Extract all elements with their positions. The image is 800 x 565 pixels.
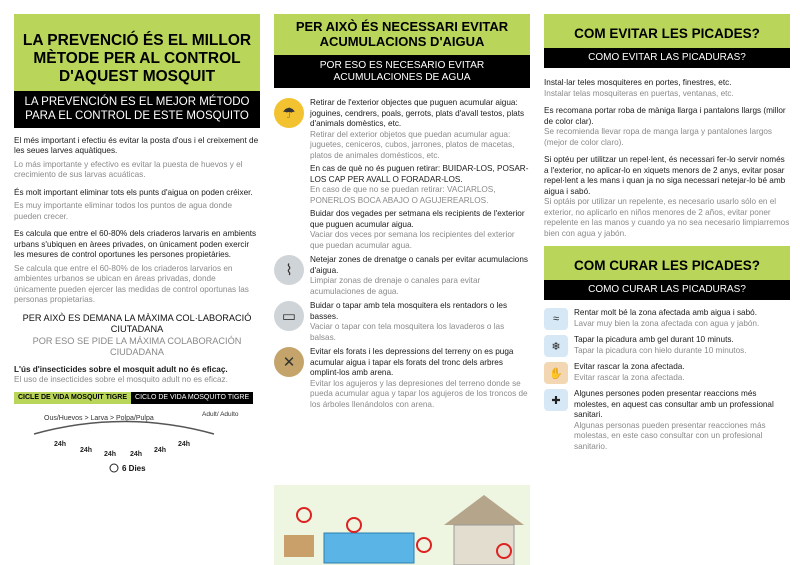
tip-ca: En cas de què no és puguen retirar: BUIDAR-LOS, POSAR-LOS CAP PER AVALL O FORADAR-LOS. [310, 164, 529, 184]
bites-column [536, 0, 800, 565]
lifecycle-hours: 24h [54, 440, 67, 448]
tip-es: Vaciar dos veces por semana los recipientes del exterior que puedan acumular agua. [310, 230, 515, 250]
doghouse-shape [284, 535, 314, 557]
insecticide-note-es: El uso de insecticides sobre el mosquito adult no es eficaz. [14, 375, 228, 385]
cure-ca: Tapar la picadura amb gel durant 10 minuts. [574, 335, 734, 345]
collaboration-callout [14, 313, 260, 359]
paragraph-es: Es muy importante eliminar todos los puntos de agua donde pueden crecer. [14, 201, 233, 221]
avoid-bites-subtitle: COMO EVITAR LAS PICADURAS? [544, 48, 790, 69]
prevention-paragraph [14, 136, 260, 181]
prevention-paragraph [14, 229, 260, 306]
clock-icon [110, 464, 118, 472]
prevention-column [0, 0, 268, 565]
garden-illustration [274, 485, 530, 565]
tip-ca: Retirar de l'exterior objectes que puguen acumular aigua: joguines, cendrers, poals, gerrots, plats d'avall testos, plats d'animals domèstics, etc. [310, 98, 525, 129]
basin-icon: ▭ [274, 301, 304, 331]
lifecycle-days: 6 Dies [122, 463, 146, 473]
prevention-subtitle: LA PREVENCIÓN ES EL MEJOR MÉTODO PARA EL CONTROL DE ESTE MOSQUITO [14, 91, 260, 127]
cure-es: Lavar muy bien la zona afectada con agua y jabón. [574, 318, 760, 328]
tip-item [274, 347, 530, 410]
paragraph-ca: Es calcula que entre el 60-80% dels criaderos larvaris en ambients urbans s'ubiquen en àrees privades, on únicament poden exercir les mesures de control oportunes les persones propietàries. [14, 229, 257, 260]
doctor-icon: ✚ [544, 389, 568, 411]
ice-icon: ❄ [544, 335, 568, 357]
lifecycle-hours: 24h [154, 446, 167, 454]
tip-ca: Buidar dos vegades per setmana els recipients de l'exterior que puguen acumular aigua. [310, 209, 525, 229]
paragraph-es: Se calcula que entre el 60-80% de los criaderos larvarios en ambientes urbanos se ubican en áreas privadas, donde únicamente pueden ejercer las medidas de control oportunas las personas propietarias. [14, 263, 249, 305]
cure-item [544, 362, 790, 384]
tip-es: Evitar los agujeros y las depresiones del terreno donde se pueda acumular agua y tapar los agujeros de los troncos de los árboles llenándolos con arena. [310, 378, 528, 409]
drain-icon: ⌇ [274, 255, 304, 285]
prevention-paragraph [14, 188, 260, 223]
lifecycle-label-es: CICLO DE VIDA MOSQUITO TIGRE [131, 392, 253, 404]
lifecycle-header [14, 392, 260, 404]
avoid-water-title: PER AIXÒ ÉS NECESSARI EVITAR ACUMULACIONS D'AIGUA [274, 14, 530, 55]
prevention-title: LA PREVENCIÓ ÉS EL MILLOR MÈTODE PER AL CONTROL D'AQUEST MOSQUIT [14, 14, 260, 91]
lifecycle-hours: 24h [104, 450, 117, 458]
cure-bites-subtitle: COMO CURAR LAS PICADURAS? [544, 280, 790, 301]
cure-item [544, 308, 790, 330]
bites-paragraph [544, 78, 790, 99]
lifecycle-stages: Ous/Huevos > Larva > Polpa/Pulpa [44, 414, 154, 422]
tip-item [274, 255, 530, 297]
cure-item [544, 389, 790, 452]
tip-ca: Evitar els forats i les depressions del terreny on es puga acumular aigua i tapar els forats del tronc dels arbres omplint-los amb arena. [310, 347, 514, 378]
lifecycle-label-ca: CICLE DE VIDA MOSQUIT TIGRE [14, 392, 131, 404]
cure-item [544, 335, 790, 357]
cure-bites-title: COM CURAR LES PICADES? [544, 246, 790, 280]
tip-es: Retirar del exterior objetos que puedan acumular agua: juguetes, ceniceros, cubos, jarrones, platos de macetas, platos de animales domésticos, etc. [310, 129, 515, 160]
tip-es: Limpiar zonas de drenaje o canales para evitar acumulaciones de agua. [310, 276, 481, 296]
tip-es: En caso de que no se puedan retirar: VACIARLOS, PONERLOS BOCA ABAJO O AGUJEREARLOS. [310, 185, 496, 205]
tip-ca: Netejar zones de drenatge o canals per evitar acumulacions d'aigua. [310, 255, 529, 275]
cure-es: Evitar rascar la zona afectada. [574, 372, 685, 382]
paragraph-es: Instalar telas mosquiteras en puertas, ventanas, etc. [544, 88, 734, 98]
lifecycle-hours: 24h [178, 440, 191, 448]
collaboration-es: POR ESO SE PIDE LA MÁXIMA COLABORACIÓN CIUDADANA [32, 335, 242, 358]
paragraph-es: Lo más importante y efectivo es evitar la puesta de huevos y el crecimiento de sus larvas acuáticas. [14, 159, 243, 180]
cure-ca: Evitar rascar la zona afectada. [574, 362, 685, 372]
cure-ca: Algunes persones poden presentar reaccions més molestes, en aquest cas consultar amb un professional sanitari. [574, 389, 774, 420]
paragraph-es: Si optáis por utilizar un repelente, es necesario usarlo sólo en el exterior, no aplicarlo en niños menores de 2 años, evitar poner repelente en las manos y cuando ya no sea necesario limpiarremos bien con agua y jabón. [544, 197, 790, 238]
tip-ca: Buidar o tapar amb tela mosquitera els rentadors o les basses. [310, 301, 508, 321]
avoid-bites-title: COM EVITAR LES PICADES? [544, 14, 790, 48]
collaboration-ca: PER AIXÒ ES DEMANA LA MÀXIMA COL·LABORACIÓ CIUTADANA [22, 312, 252, 335]
paragraph-ca: És molt important eliminar tots els punts d'aigua on poden créixer. [14, 187, 253, 197]
bites-paragraph [544, 106, 790, 148]
toys-icon: ☂ [274, 98, 304, 128]
paragraph-ca: El més important i efectiu és evitar la posta d'ous i el creixement de les seues larves aquàtiques. [14, 135, 259, 156]
tip-item [274, 301, 530, 343]
lifecycle-hours: 24h [130, 450, 143, 458]
paragraph-ca: Es recomana portar roba de màniga llarga i pantalons llargs (millor de color clar). [544, 106, 786, 126]
no-scratch-icon: ✋ [544, 362, 568, 384]
cure-es: Algunas personas pueden presentar reacciones más molestas, en este caso consultar con un profesional sanitario. [574, 420, 766, 451]
paragraph-ca: Instal·lar teles mosquiteres en portes, finestres, etc. [544, 78, 732, 88]
lifecycle-diagram [14, 404, 260, 474]
lifecycle-arc [34, 421, 214, 434]
avoid-water-column [268, 0, 536, 565]
bites-paragraph [544, 155, 790, 239]
lifecycle-adult: Adult/ Adulto [202, 410, 239, 418]
tip-es: Vaciar o tapar con tela mosquitera los lavaderos o las balsas. [310, 322, 505, 342]
wash-hands-icon: ≈ [544, 308, 568, 330]
paragraph-ca: Si optéu per utilitzar un repel·lent, és necessari fer-lo servir només a l'exterior, no aplicar-lo en xiquets menors de 2 anys, evitar posar repel·lent a les mans i quan ja no siga necessari netejar-lo bé amb aigua i sabó. [544, 155, 786, 196]
cure-es: Tapar la picadura con hielo durante 10 minutos. [574, 345, 747, 355]
ground-holes-icon: ✕ [274, 347, 304, 377]
paragraph-es: Se recomienda llevar ropa de manga larga y pantalones largos (mejor de color claro). [544, 127, 773, 147]
tip-item [274, 98, 530, 251]
pool-shape [324, 533, 414, 563]
insecticide-note-ca: L'ús d'insecticides sobre el mosquit adult no és eficaç. [14, 364, 228, 374]
avoid-water-subtitle: POR ESO ES NECESARIO EVITAR ACUMULACIONES DE AGUA [274, 55, 530, 88]
lifecycle-hours: 24h [80, 446, 93, 454]
cure-ca: Rentar molt bé la zona afectada amb aigua i sabó. [574, 308, 757, 318]
